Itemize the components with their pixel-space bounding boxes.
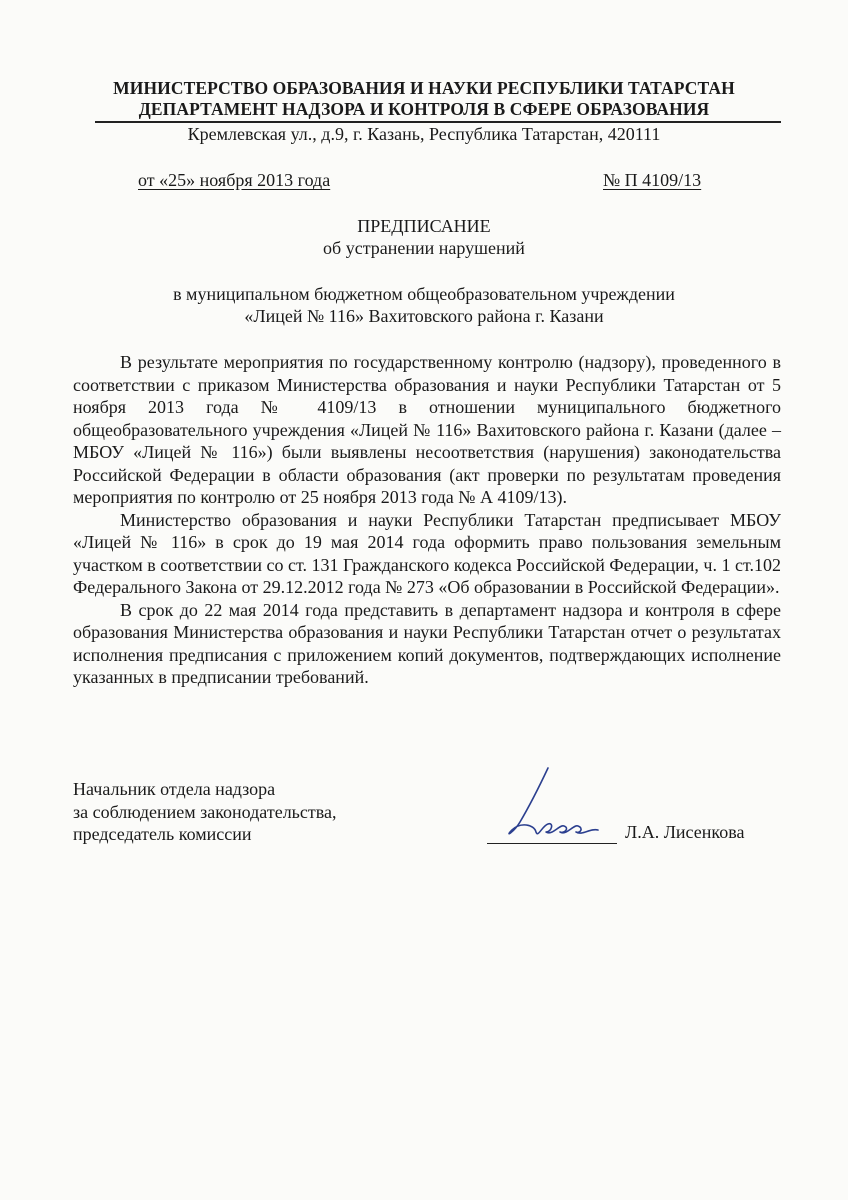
signature-line: [487, 843, 617, 844]
document-subtitle: об устранении нарушений: [323, 238, 525, 258]
institution-line-2: «Лицей № 116» Вахитовского района г. Казани: [244, 306, 604, 326]
handwritten-signature: [490, 760, 610, 850]
document-date: от «25» ноября 2013 года: [138, 170, 331, 190]
position-line-3: председатель комиссии: [73, 824, 252, 844]
signatory-position: [73, 778, 337, 846]
ministry-title: МИНИСТЕРСТВО ОБРАЗОВАНИЯ И НАУКИ РЕСПУБЛИКИ ТАТАРСТАН: [113, 78, 735, 98]
document-number: № П 4109/13: [603, 170, 702, 190]
institution-line-1: в муниципальном бюджетном общеобразовательном учреждении: [173, 284, 675, 304]
position-line-2: за соблюдением законодательства,: [73, 801, 337, 822]
paragraph-report: В срок до 22 мая 2014 года представить в департамент надзора и контроля в сфере образования Министерства образования и науки Республики Татарстан отчет о результатах исполнения предписания с приложением копий документов, подтверждающих исполнение указанных в предписании требований.: [73, 599, 781, 687]
body-text: [73, 351, 781, 689]
signatory-name: Л.А. Лисенкова: [625, 822, 745, 842]
paragraph-findings: В результате мероприятия по государственному контролю (надзору), проведенного в соответствии с приказом Министерства образования и науки Республики Татарстан от 5 ноября 2013 года № 4109/13 в отношении муниципального бюджетного общеобразовательного учреждения «Лицей № 116» Вахитовского района г. Казани (далее – МБОУ «Лицей № 116») были выявлены несоответствия (нарушения) законодательства Российской Федерации в области образования (акт проверки по результатам проведения мероприятия по контролю от 25 ноября 2013 года № А 4109/13).: [73, 352, 781, 507]
header-rule: [95, 121, 781, 123]
position-line-1: Начальник отдела надзора: [73, 779, 276, 799]
department-title: ДЕПАРТАМЕНТ НАДЗОРА И КОНТРОЛЯ В СФЕРЕ ОБРАЗОВАНИЯ: [138, 99, 710, 119]
address-line: Кремлевская ул., д.9, г. Казань, Республика Татарстан, 420111: [187, 124, 661, 144]
document-title: ПРЕДПИСАНИЕ: [357, 216, 491, 236]
paragraph-order: Министерство образования и науки Республики Татарстан предписывает МБОУ «Лицей № 116» в срок до 19 мая 2014 года оформить право пользования земельным участком в соответствии со ст. 131 Гражданского кодекса Российской Федерации, ч. 1 ст.102 Федерального Закона от 29.12.2012 года № 273 «Об образовании в Российской Федерации».: [73, 509, 781, 597]
